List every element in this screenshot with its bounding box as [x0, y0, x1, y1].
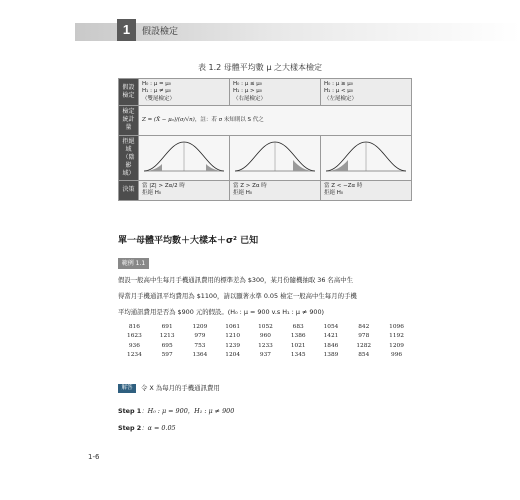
data-cell: 1389: [323, 352, 339, 359]
test-statistic-cell: [139, 106, 412, 135]
test-type: （右尾檢定）: [233, 95, 267, 102]
hypothesis-cell-left-tailed: [321, 79, 412, 106]
step-text: ：H₀ : μ = 900，H₁ : μ ≠ 900: [141, 407, 235, 415]
data-cell: 1210: [225, 333, 241, 340]
decision-cell-left-tailed: [321, 181, 412, 201]
left-tailed-curve-graphic: [324, 138, 408, 178]
step-2: [118, 423, 176, 432]
data-cell: 1345: [290, 352, 306, 359]
example-line-3: 平均通訊費用是否為 $900 元的假設。(H₀ : μ = 900 v.s H₁ : μ ≠ 900): [118, 308, 325, 316]
table-row: [118, 332, 413, 342]
data-cell: 1421: [323, 333, 339, 340]
data-cell: 937: [259, 352, 271, 359]
data-cell: 1054: [323, 323, 339, 330]
test-type: （雙尾檢定）: [142, 95, 176, 102]
data-cell: 1233: [258, 342, 273, 349]
row-label-decision: 決策: [119, 181, 139, 201]
data-cell: 978: [358, 333, 370, 340]
solution-text: 令 X 為每月的手機通訊費用: [141, 384, 220, 392]
decision-action: 拒絕 H₀: [324, 190, 344, 197]
test-type: （左尾檢定）: [324, 95, 358, 102]
table-row: [118, 351, 413, 361]
data-cell: 1213: [159, 333, 175, 340]
example-line-1: 假設一般高中生每月手機通訊費用的標準差為 $300，某月份隨機抽取 36 名高中生: [118, 276, 353, 284]
data-cell: 1239: [225, 342, 241, 349]
table-row: [118, 341, 413, 351]
step-label: Step 2: [118, 424, 142, 432]
data-cell: 1623: [127, 333, 142, 340]
decision-action: 拒絕 H₀: [142, 190, 162, 197]
data-cell: 1846: [323, 342, 339, 349]
row-label-rejection: 拒絕域 （陰影域）: [119, 135, 139, 180]
two-tailed-curve-graphic: [142, 138, 226, 178]
data-cell: 691: [161, 323, 173, 330]
page-number: 1-6: [88, 453, 100, 461]
row-label-statistic: 檢定統計量: [119, 106, 139, 135]
data-cell: 1204: [225, 352, 241, 359]
hypothesis-test-table: [118, 78, 412, 201]
data-cell: 1096: [389, 323, 404, 330]
right-tailed-curve-graphic: [233, 138, 317, 178]
data-cell: 1209: [192, 323, 208, 330]
rejection-graph-right-tailed: [230, 135, 321, 180]
table-row: [118, 322, 413, 332]
data-cell: 1209: [389, 342, 404, 349]
example-badge: 範例 1.1: [118, 258, 149, 269]
hypothesis-cell-two-tailed: [139, 79, 230, 106]
data-cell: 1061: [225, 323, 241, 330]
solution-badge: 解答: [118, 384, 136, 393]
decision-cell-two-tailed: [139, 181, 230, 201]
h1-line: H₁ : μ > μ₀: [233, 88, 262, 95]
decision-condition: 當 Z < −Zα 時: [324, 183, 363, 190]
data-cell: 1021: [290, 342, 306, 349]
data-cell: 960: [259, 333, 271, 340]
data-cell: 936: [128, 342, 140, 349]
data-cell: 842: [358, 323, 370, 330]
table-caption: 表 1.2 母體平均數 μ 之大樣本檢定: [198, 63, 322, 72]
data-cell: 1052: [258, 323, 273, 330]
h1-line: H₁ : μ ≠ μ₀: [142, 88, 171, 95]
data-cell: 1192: [389, 333, 404, 340]
h0-line: H₀ : μ ≤ μ₀: [233, 81, 262, 87]
data-cell: 1234: [127, 352, 142, 359]
step-1: [118, 406, 234, 415]
data-cell: 683: [292, 323, 304, 330]
decision-condition: 當 Z > Zα 時: [233, 183, 267, 190]
sample-data-table: [118, 322, 413, 360]
decision-condition: 當 |Z| > Zα/2 時: [142, 183, 185, 190]
h1-line: H₁ : μ < μ₀: [324, 88, 353, 95]
data-cell: 979: [194, 333, 206, 340]
step-label: Step 1: [118, 407, 142, 415]
data-cell: 597: [161, 352, 173, 359]
decision-action: 拒絕 H₀: [233, 190, 253, 197]
section-title: 單一母體平均數＋大樣本＋σ² 已知: [118, 236, 259, 246]
data-cell: 854: [358, 352, 370, 359]
hypothesis-cell-right-tailed: [230, 79, 321, 106]
data-cell: 1364: [192, 352, 208, 359]
rejection-graph-two-tailed: [139, 135, 230, 180]
chapter-title: 假設檢定: [142, 27, 179, 37]
test-statistic-formula: Z = (X̄ − μ₀)/(σ/√n): [142, 116, 195, 123]
row-label-hypothesis: 假設檢定: [119, 79, 139, 106]
example-line-2: 得當月手機通訊平均費用為 $1100，請以顯著水準 0.05 檢定一般高中生每月的手機: [118, 292, 357, 300]
h0-line: H₀ : μ ≥ μ₀: [324, 81, 353, 87]
data-cell: 816: [128, 323, 140, 330]
data-cell: 1282: [356, 342, 372, 349]
test-statistic-note: ，註：若 σ 未知則以 S 代之: [194, 116, 264, 123]
rejection-graph-left-tailed: [321, 135, 412, 180]
data-cell: 1386: [290, 333, 306, 340]
step-text: ：α = 0.05: [141, 424, 176, 432]
data-cell: 695: [161, 342, 173, 349]
data-cell: 996: [391, 352, 403, 359]
chapter-number: 1: [117, 19, 136, 41]
decision-cell-right-tailed: [230, 181, 321, 201]
data-cell: 753: [194, 342, 206, 349]
h0-line: H₀ : μ = μ₀: [142, 81, 171, 87]
